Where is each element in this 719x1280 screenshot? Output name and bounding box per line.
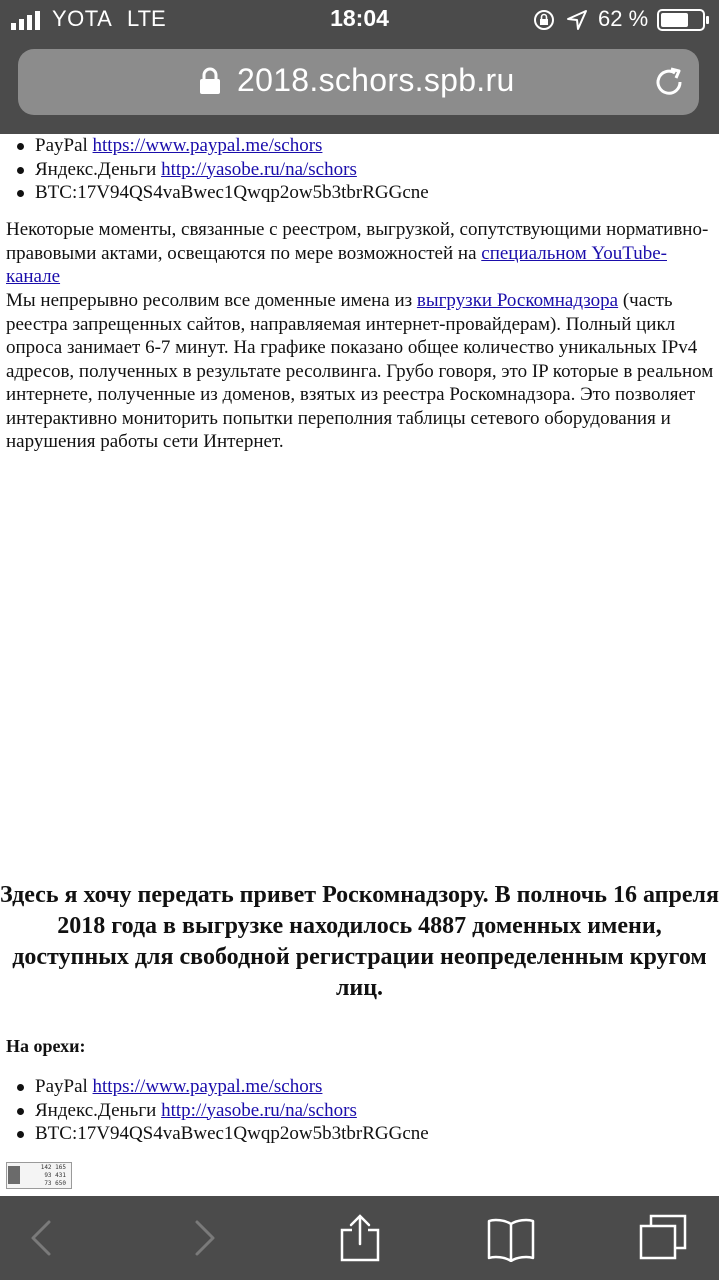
donation-label: Яндекс.Деньги — [35, 1099, 157, 1121]
status-bar — [0, 0, 719, 40]
youtube-channel-link[interactable]: специальном YouTube-канале — [6, 242, 667, 287]
battery-percent: 62 % — [598, 6, 649, 31]
rkn-export-link[interactable]: выгрузки Роскомнадзора — [416, 290, 619, 311]
share-icon[interactable] — [334, 1214, 386, 1262]
network-type: LTE — [127, 6, 166, 31]
headline: Здесь я хочу передать привет Роскомнадзору. В полночь 16 апреля 2018 года в выгрузке находилось 4887 доменных имени, доступных для свободной регистрации неопределенным кругом лиц. — [0, 882, 719, 1001]
browser-toolbar — [0, 1196, 719, 1280]
carrier-name: YOTA — [52, 6, 113, 31]
tabs-icon[interactable] — [637, 1214, 689, 1262]
battery-icon — [657, 9, 711, 31]
status-time: 18:04 — [330, 5, 389, 31]
donation-heading: На орехи: — [6, 1036, 86, 1056]
btc-address: BTC:17V94QS4vaBwec1Qwqp2ow5b3tbrRGGcne — [35, 1123, 429, 1144]
paypal-link[interactable]: https://www.paypal.me/schors — [92, 1076, 323, 1097]
bookmarks-icon[interactable] — [485, 1214, 537, 1262]
donation-list-top — [0, 134, 719, 205]
counter-logo-icon — [8, 1166, 20, 1184]
secure-lock-icon — [199, 67, 221, 95]
paragraph-text: Некоторые моменты, связанные с реестром, выгрузкой, сопутствующими нормативно-правовыми актами, освещаются по мере возможностей на — [6, 219, 709, 264]
paragraph-youtube — [6, 218, 714, 289]
location-arrow-icon — [566, 9, 588, 31]
yandex-money-link[interactable]: http://yasobe.ru/na/schors — [161, 158, 357, 180]
donation-list-bottom — [0, 1075, 719, 1146]
counter-line: 142 165 — [40, 1164, 66, 1171]
forward-arrow-icon[interactable] — [177, 1214, 229, 1262]
list-item — [0, 1099, 719, 1123]
visit-counter-badge[interactable] — [6, 1162, 72, 1189]
donation-label: PayPal — [35, 135, 88, 156]
web-page-content — [0, 134, 719, 1196]
btc-address: BTC:17V94QS4vaBwec1Qwqp2ow5b3tbrRGGcne — [35, 182, 429, 203]
paragraph-resolving — [6, 289, 714, 454]
browser-top-chrome — [0, 0, 719, 134]
donation-label: Яндекс.Деньги — [35, 158, 157, 180]
list-item — [0, 1122, 719, 1146]
donation-label: PayPal — [35, 1076, 88, 1097]
counter-line: 93 431 — [44, 1172, 66, 1179]
address-bar[interactable] — [18, 49, 699, 115]
reload-icon[interactable] — [652, 65, 686, 99]
paragraph-text-a: Мы непрерывно ресолвим все доменные имена из — [6, 290, 413, 311]
counter-line: 73 650 — [44, 1180, 66, 1187]
yandex-money-link[interactable]: http://yasobe.ru/na/schors — [161, 1099, 357, 1121]
list-item — [0, 158, 719, 182]
list-item — [0, 134, 719, 158]
paypal-link[interactable]: https://www.paypal.me/schors — [92, 135, 323, 156]
rotation-lock-icon — [532, 8, 556, 32]
url-text[interactable]: 2018.schors.spb.ru — [237, 62, 515, 98]
back-arrow-icon[interactable] — [18, 1214, 70, 1262]
paragraph-text-b: (часть реестра запрещенных сайтов, направляемая интернет-провайдерам). Полный цикл опроса занимает 6-7 минут. На графике показано общее количество уникальных IPv4 адресов, полученных в результате ресолвинга. Грубо говоря, это IP которые в реальном интернете, полученные из доменов, взятых из реестра Роскомнадзора. Это позволяет интерактивно мониторить попытки переполния таблицы сетевого оборудования и нарушения работы сети Интернет. — [6, 290, 714, 452]
list-item — [0, 181, 719, 205]
list-item — [0, 1075, 719, 1099]
